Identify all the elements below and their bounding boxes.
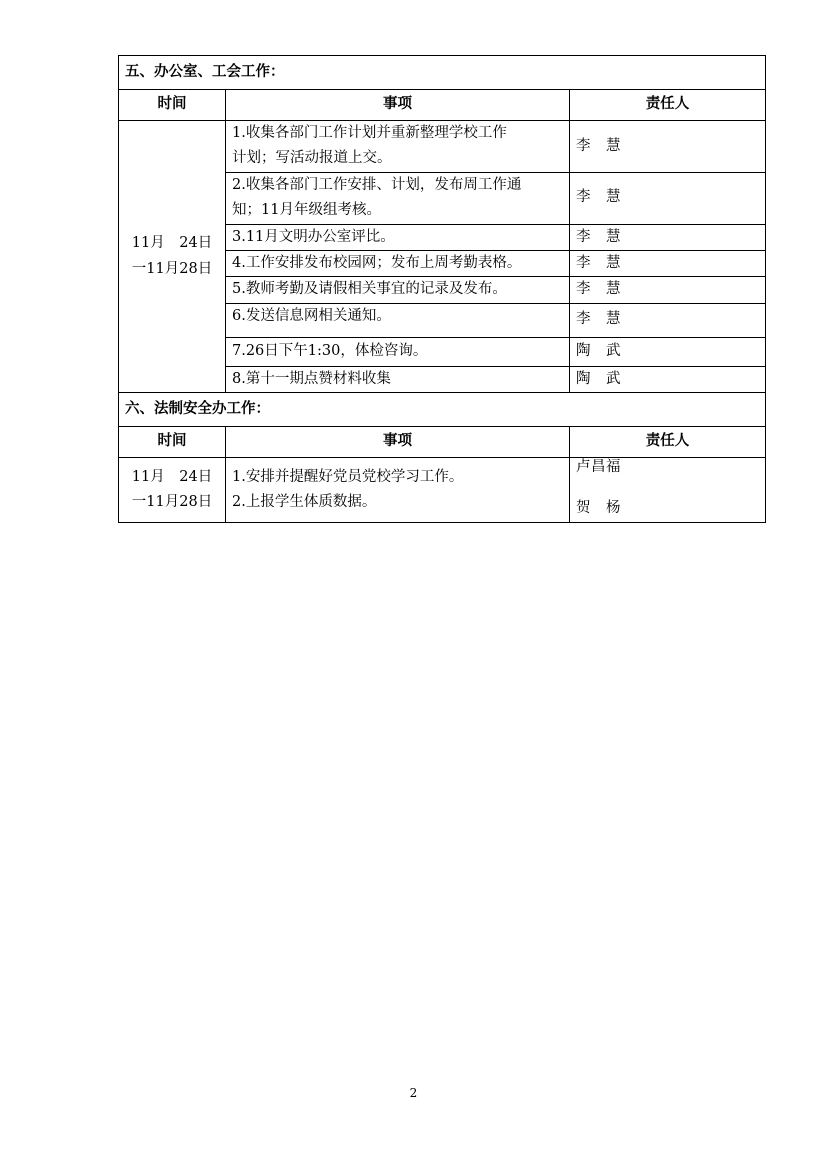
header-item: 事项 [226,427,570,458]
section-6-column-headers [119,427,766,458]
date-end: 一11月28日 [131,260,213,277]
responsible-person: 陶 武 [570,337,766,366]
task-item: 7.26日下午1:30，体检咨询。 [226,337,570,366]
section-5-header-row [119,56,766,90]
responsible-person: 李 慧 [570,121,766,173]
responsible-person: 李 慧 [570,250,766,276]
schedule-table [118,55,766,523]
task-item [226,172,570,224]
header-item: 事项 [226,90,570,121]
date-range-cell [119,121,226,393]
task-item [226,458,570,523]
page-number: 2 [409,1086,418,1100]
task-item: 5.教师考勤及请假相关事宜的记录及发布。 [226,277,570,303]
responsible-persons [570,458,766,523]
responsible-person: 卢昌福 [576,459,621,475]
section-6-header-row [119,393,766,427]
task-text-line: 计划；写活动报道上交。 [232,150,392,167]
section-6-title: 六、法制安全办工作： [119,393,766,427]
responsible-person: 李 慧 [570,172,766,224]
task-item: 6.发送信息网相关通知。 [226,303,570,337]
header-person: 责任人 [570,90,766,121]
task-text-line: 2.上报学生体质数据。 [232,494,377,510]
header-time: 时间 [119,90,226,121]
responsible-person: 李 慧 [570,277,766,303]
table-row [119,458,766,523]
date-start: 11月 24日 [131,468,213,485]
section-5-title: 五、办公室、工会工作： [119,56,766,90]
task-text-line: 2.收集各部门工作安排、计划，发布周工作通 [232,176,522,193]
header-time: 时间 [119,427,226,458]
task-item: 8.第十一期点赞材料收集 [226,366,570,392]
task-text-line: 知；11月年级组考核。 [232,202,381,219]
task-text-line: 1.收集各部门工作计划并重新整理学校工作 [232,125,507,141]
task-item: 3.11月文明办公室评比。 [226,224,570,250]
responsible-person: 贺 杨 [576,499,621,516]
responsible-person: 李 慧 [570,224,766,250]
table-row [119,121,766,173]
task-item [226,121,570,173]
responsible-person: 陶 武 [570,366,766,392]
responsible-person: 李 慧 [570,303,766,337]
date-start: 11月 24日 [131,235,213,252]
date-range-cell [119,458,226,523]
section-5-column-headers [119,90,766,121]
header-person: 责任人 [570,427,766,458]
date-end: 一11月28日 [131,494,213,510]
task-item: 4.工作安排发布校园网；发布上周考勤表格。 [226,250,570,276]
task-text-line: 1.安排并提醒好党员党校学习工作。 [232,468,464,485]
